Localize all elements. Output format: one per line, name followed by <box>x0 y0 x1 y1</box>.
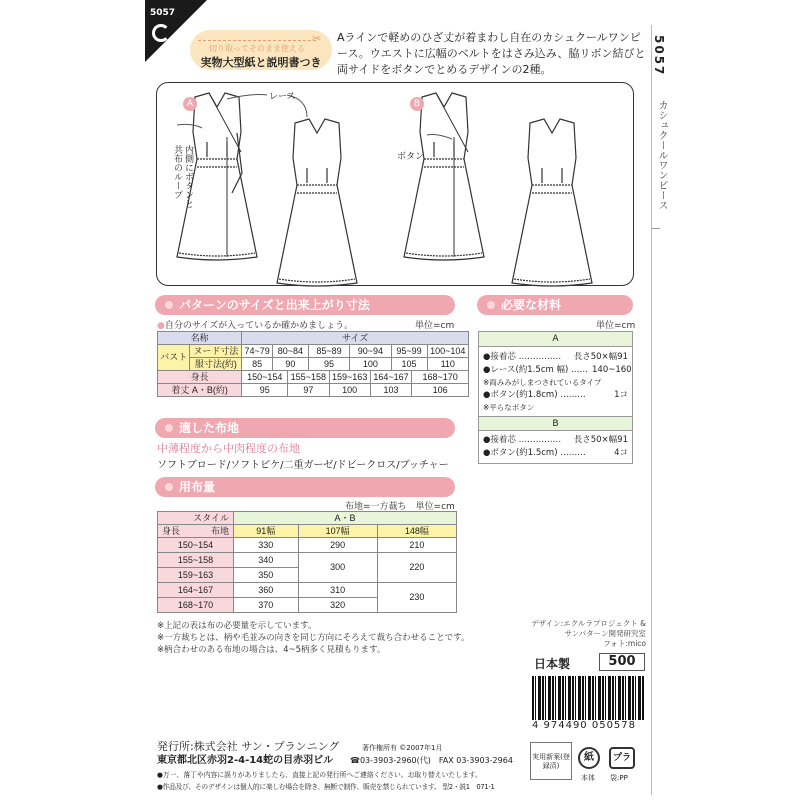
section-title: パターンのサイズと出来上がり寸法 <box>179 298 370 312</box>
description: Aラインで軽めのひざ丈が着まわし自在のカシュクールワンピース。ウエストに広幅のベルトをはさみ込み、脇リボン結びと両サイドをボタンでとめるデザインの2種。 <box>337 31 646 76</box>
footer-note-1: ●万一、落丁や内容に誤りがありましたら、直接上記の発行所へご連絡ください。お取り替えいたします。 <box>157 771 482 779</box>
scissors-icon: ✂ <box>312 32 322 45</box>
publisher: 発行所:株式会社 サン・プランニング <box>157 740 340 753</box>
yardage-notes: ※上記の表は布の必要量を示しています。 ※一方裁ちとは、柄や毛並みの向きを同じ方向にそろえて裁ち合わせることです。 ※柄合わせのある布地の場合は、4~5柄多く見積もります。 <box>157 621 470 655</box>
side-title: カシュクールワンピース <box>656 100 667 210</box>
divider <box>651 25 652 795</box>
dress-b-front <box>404 93 484 260</box>
divider <box>652 228 660 229</box>
fabric-weight: 中薄程度から中肉程度の布地 <box>157 442 300 455</box>
size-unit: 単位=cm <box>415 321 455 331</box>
yardage-table: スタイル A・B 身長 布地 91幅 107幅 148幅 150~154 330 290 210 155~158 340 300 220 159~163 350 164~167 360 310 230 168~170 370 320 <box>157 511 457 613</box>
pattern-badge <box>190 30 332 70</box>
barcode-number: 4 974490 050578 <box>522 720 646 731</box>
barcode <box>532 676 644 720</box>
paper-recycle-label: 本体 <box>581 774 595 782</box>
patent-box: 実用新案(登録済) <box>530 742 572 780</box>
address: 東京都北区赤羽2-4-14蛇の目赤羽ビル <box>157 755 334 766</box>
copyright: 著作権所有 ©2007年1月 <box>362 744 443 752</box>
bullet-icon <box>165 301 173 309</box>
size-section-header <box>155 295 455 315</box>
side-code: 5057 <box>652 35 666 77</box>
button-label: ボタン <box>397 152 425 162</box>
materials-unit: 単位=cm <box>596 321 636 331</box>
price: 500 <box>599 653 645 671</box>
dress-a-back <box>277 119 357 286</box>
bullet-icon <box>165 424 173 432</box>
dress-b-back <box>512 119 592 286</box>
phone-fax: ☎03-3903-2960(代) FAX 03-3903-2964 <box>350 756 513 765</box>
yardage-section-header: 用布量 <box>155 477 455 497</box>
bullet-icon <box>165 483 173 491</box>
footer-note-2: ●作品及び、そのデザインは個人的に楽しむ場合を除き、無断で制作、販売を禁じられています。 型2・説1 071-1 <box>157 783 495 791</box>
brand-logo <box>152 24 170 42</box>
size-note: ●自分のサイズが入っているか確かめましょう。 <box>157 321 354 331</box>
badge-small-text: 切り取ってそのまま使える <box>198 40 316 54</box>
bullet-icon <box>487 301 495 309</box>
fabric-section-header: 適した布地 <box>155 418 455 438</box>
dress-illustrations <box>157 83 635 287</box>
plastic-recycle-label: 袋:PP <box>610 774 628 782</box>
size-table: 名称 サイズ バスト ヌード寸法 74~79 80~84 85~89 90~94 95~99 100~104 服寸法(約) 85 90 95 100 105 110 身長 150~154 155~158 159~163 164~167 168~170 着丈 A・B(約) 95 97 100 103 106 <box>157 331 469 397</box>
plastic-recycle-icon: プラ <box>609 747 635 769</box>
credits: デザイン:エクルラプロジェクト & サンパターン開発研究室 フォト:mico <box>531 619 646 648</box>
materials-box: A ●接着芯 …………… 長さ50×幅91 ●レース(約1.5cm 幅) …… 140~160 ※両みみがしまつされているタイプ ●ボタン(約1.8cm) ……… 1コ ※平らなボタン B ●接着芯 …………… 長さ50×幅91 ●ボタン(約1.5cm) ……… 4コ <box>478 331 633 464</box>
illustration-panel <box>156 82 634 286</box>
badge-main-text: 実物大型紙と説明書つき <box>200 56 322 69</box>
style-b-marker: B <box>410 97 424 111</box>
fabric-types: ソフトブロード/ソフトピケ/二重ガーゼ/ドビークロス/ブッチャー <box>157 460 449 471</box>
paper-recycle-icon: 紙 <box>578 747 600 769</box>
product-code: 5057 <box>150 8 176 18</box>
inner-button-note: 内側にボタンと共布のループ <box>172 145 193 208</box>
lace-label: レース <box>269 92 296 102</box>
made-in: 日本製 <box>534 657 571 671</box>
yardage-unit: 布地=一方裁ち 単位=cm <box>345 502 455 512</box>
style-a-marker: A <box>183 97 197 111</box>
materials-section-header: 必要な材料 <box>477 295 633 315</box>
